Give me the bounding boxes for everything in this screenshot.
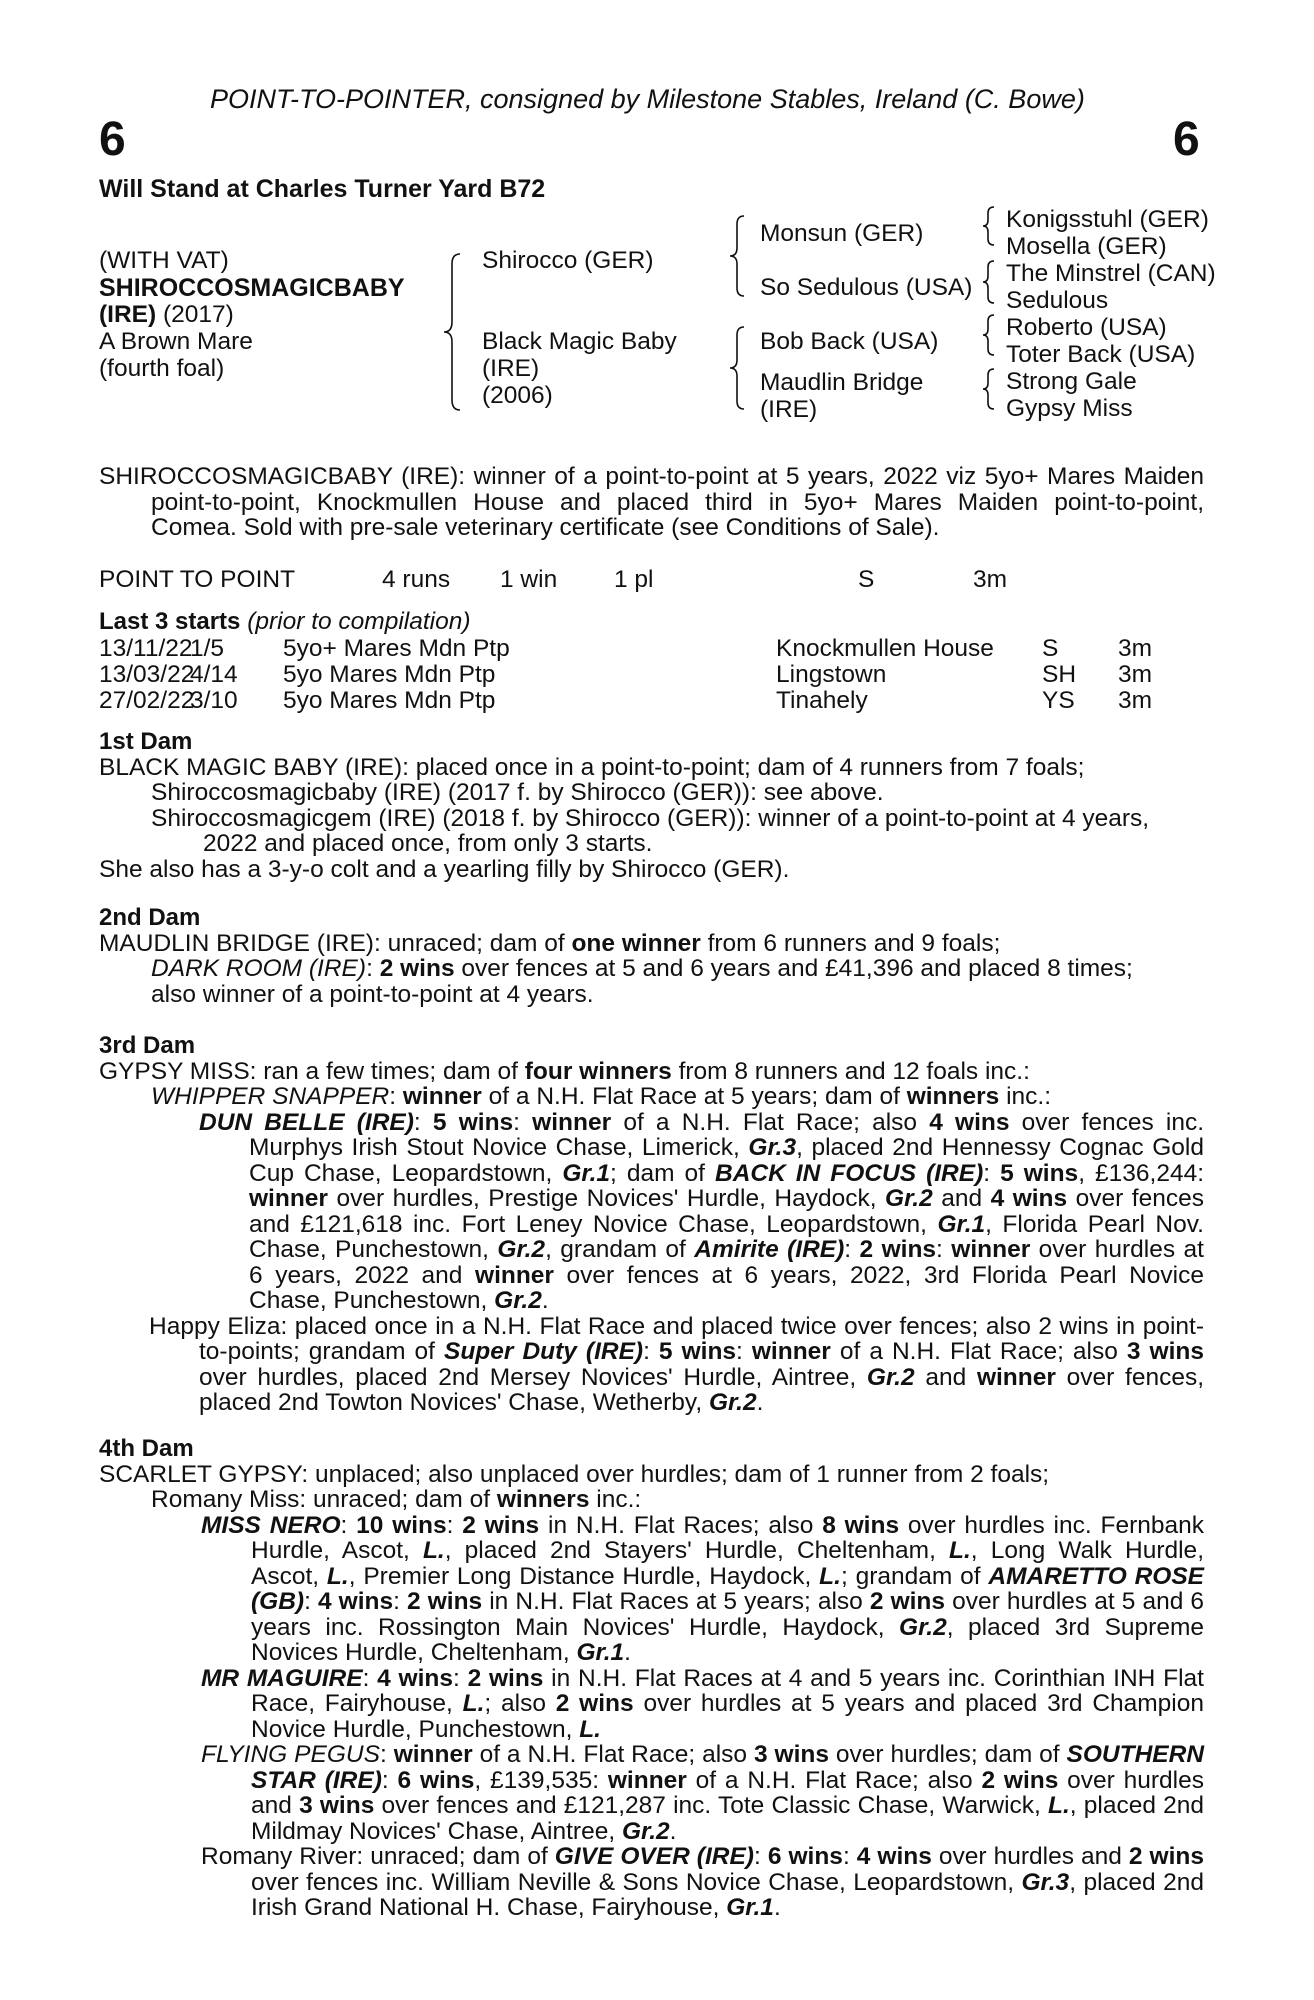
summary-paragraph [99, 464, 1204, 541]
text-run: BACK IN FOCUS (IRE) [715, 1159, 984, 1187]
text-run: over hurdles and [251, 1766, 1205, 1819]
text-run: 10 wins [356, 1511, 447, 1539]
text-run: , placed 2nd Hennessy Cognac Gold Cup Chase, Leopardstown, [249, 1134, 1204, 1187]
text-run: over hurdles, Prestige Novices' Hurdle, Haydock, [327, 1185, 886, 1212]
text-run: : [983, 1159, 1001, 1187]
text-run: ; grandam of [840, 1562, 989, 1590]
text-run: GIVE OVER (IRE) [554, 1843, 754, 1870]
text-run: L. [1048, 1792, 1070, 1819]
text-run: 2 wins [1128, 1843, 1204, 1870]
text-run: Gr.1 [576, 1639, 625, 1666]
text-run: Gr.2 [708, 1389, 757, 1416]
pedigree-brace-dam [728, 325, 748, 411]
text-run: , placed 2nd Mildmay Novices' Chase, Aintree, [251, 1792, 1205, 1845]
text: inc.: [589, 1486, 642, 1513]
text-run: L. [326, 1562, 349, 1590]
text-run: and [932, 1185, 991, 1212]
pedigree-sire-sire: Monsun (GER) [760, 220, 924, 247]
text-run: over fences and £121,618 inc. Fort Leney Novice Chase, Leopardstown, [249, 1185, 1204, 1238]
text-run: 3 wins [753, 1741, 829, 1768]
start-date: 13/03/22 [99, 661, 195, 688]
start-date: 13/11/22 [99, 635, 193, 662]
fourth-dam-title: 4th Dam [99, 1435, 194, 1462]
text-run: over hurdles; dam of [828, 1741, 1067, 1768]
pedigree-dam-line3: (2006) [482, 382, 553, 409]
first-dam-foal-2-cont: 2022 and placed once, from only 3 starts. [203, 830, 653, 857]
text: four winners [524, 1057, 672, 1085]
third-dam-line [99, 1059, 1204, 1085]
fourth-dam-line: SCARLET GYPSY: unplaced; also unplaced over hurdles; dam of 1 runner from 2 foals; [99, 1460, 1050, 1488]
horse-year: (2017) [156, 301, 234, 328]
text-run: , placed 2nd Irish Grand National H. Chase, Fairyhouse, [251, 1868, 1204, 1921]
text-run: of a N.H. Flat Race; also [472, 1741, 754, 1768]
text-run: : [381, 1766, 398, 1794]
text-run: Gr.2 [885, 1185, 933, 1212]
text-run: over fences inc. Murphys Irish Stout Novice Chase, Limerick, [249, 1108, 1205, 1161]
first-dam-title: 1st Dam [99, 728, 193, 755]
last-starts-note: (prior to compilation) [247, 608, 471, 635]
foal-number: (fourth foal) [99, 355, 225, 382]
last-starts-title: Last 3 starts [99, 608, 241, 635]
pedigree-dds: Strong Gale [1006, 368, 1137, 395]
text-run: 3 wins [1126, 1338, 1204, 1365]
first-dam-foal-2: Shiroccosmagicgem (IRE) (2018 f. by Shirocco (GER)): winner of a point-to-point at 4 years, [151, 804, 1150, 832]
first-dam-also: She also has a 3-y-o colt and a yearling filly by Shirocco (GER). [99, 855, 790, 883]
dun-belle-entry [99, 1110, 1204, 1314]
pedigree-ssd: Mosella (GER) [1006, 233, 1167, 260]
text-run: . [669, 1817, 677, 1845]
text: of a N.H. Flat Race at 5 years; dam of [481, 1083, 907, 1110]
text-run: 8 wins [822, 1511, 900, 1539]
pedigree-sdd: Sedulous [1006, 287, 1109, 314]
start-dist: 3m [1118, 661, 1153, 688]
text-run: Gr.3 [748, 1134, 797, 1161]
pedigree-dam-sire: Bob Back (USA) [760, 328, 939, 355]
second-dam-runner-cont: also winner of a point-to-point at 4 years. [151, 980, 594, 1008]
text-run: . [773, 1894, 781, 1921]
first-dam-section [99, 729, 1204, 882]
text-run: : [643, 1338, 659, 1365]
pedigree-ddd: Gypsy Miss [1006, 395, 1133, 422]
text-run: L. [579, 1715, 601, 1743]
text-run: : [936, 1236, 952, 1263]
record-wins: 1 win [500, 566, 558, 593]
text-run: and [914, 1363, 977, 1391]
pedigree-sds: The Minstrel (CAN) [1006, 260, 1216, 287]
text-run: . [756, 1389, 764, 1416]
vat-note: (WITH VAT) [99, 247, 229, 274]
pedigree-dam-dam-line1: Maudlin Bridge [760, 369, 924, 396]
start-course: Knockmullen House [776, 635, 994, 662]
text-run: Gr.3 [1021, 1868, 1070, 1896]
text-run: over fences inc. William Neville & Sons Novice Chase, Leopardstown, [251, 1868, 1022, 1896]
start-course: Lingstown [776, 661, 887, 688]
lot-number-left: 6 [99, 113, 126, 166]
horse-country: (IRE) [99, 301, 157, 328]
text-run: winner [249, 1185, 328, 1212]
mr-maguire-entry [201, 1666, 1204, 1743]
text-run: Gr.1 [937, 1210, 986, 1238]
text-run: over hurdles, placed 2nd Mersey Novices' Hurdle, Aintree, [199, 1363, 867, 1391]
pedigree-dss: Roberto (USA) [1006, 314, 1167, 341]
start-date: 27/02/22 [99, 687, 195, 714]
first-dam-line: BLACK MAGIC BABY (IRE): placed once in a point-to-point; dam of 4 runners from 7 foals; [99, 753, 1085, 781]
text-run: over fences and £121,287 inc. Tote Classic Chase, Warwick, [374, 1792, 1048, 1819]
lot-number-right: 6 [1173, 113, 1200, 166]
text-run: 5 wins [1000, 1159, 1079, 1187]
text-run: 2 wins [859, 1236, 937, 1263]
text-run: : [844, 1236, 860, 1263]
text: over fences at 5 and 6 years and £41,396 and placed 8 times; [454, 955, 1133, 982]
text-run: winner [951, 1236, 1031, 1263]
text-run: over hurdles and [931, 1843, 1129, 1870]
stand-location: Will Stand at Charles Turner Yard B72 [99, 175, 546, 203]
start-course: Tinahely [776, 687, 868, 714]
text-run: winner [393, 1741, 473, 1768]
pedigree-sss: Konigsstuhl (GER) [1006, 206, 1209, 233]
text-run: Gr.2 [866, 1363, 915, 1391]
text-run: 4 wins [990, 1185, 1068, 1212]
pedigree-sire: Shirocco (GER) [482, 247, 654, 274]
romany-miss-line [99, 1487, 1204, 1513]
whipper-snapper-line [99, 1084, 1204, 1110]
text-run: : [736, 1338, 752, 1365]
pedigree-brace-dd [981, 367, 997, 411]
text-run: . [624, 1639, 631, 1666]
text-run: 2 wins [555, 1690, 634, 1717]
text: 2 wins [379, 955, 455, 982]
text-run: , Premier Long Distance Hurdle, Haydock, [348, 1562, 820, 1590]
text-run: : [379, 1741, 394, 1768]
horse-name: SHIROCCOSMAGICBABY [99, 274, 405, 302]
text-run: 5 wins [658, 1338, 737, 1365]
text-run: Gr.2 [497, 1236, 546, 1263]
pedigree-dsd: Toter Back (USA) [1006, 341, 1196, 368]
text-run: Amirite (IRE) [694, 1236, 845, 1263]
second-dam-title: 2nd Dam [99, 904, 201, 931]
text-run: ; dam of [610, 1159, 715, 1187]
fourth-dam-section [99, 1436, 1204, 1921]
text-run: : [393, 1588, 408, 1615]
pedigree-brace-ss [981, 205, 997, 247]
text: winner [402, 1083, 482, 1110]
second-dam-section [99, 905, 1204, 1007]
pedigree-brace-ds [981, 313, 997, 357]
text: DARK ROOM (IRE) [151, 955, 367, 982]
start-pos: 4/14 [190, 661, 238, 688]
text-run: 2 wins [462, 1511, 540, 1539]
text-run: winner [607, 1766, 687, 1794]
text-run: Gr.2 [621, 1817, 670, 1845]
text-run: . [541, 1287, 549, 1314]
text-run: over hurdles at 5 and 6 years inc. Rossington Main Novices' Hurdle, Haydock, [251, 1588, 1205, 1641]
first-dam-foal-1: Shiroccosmagicbaby (IRE) (2017 f. by Shirocco (GER)): see above. [151, 779, 884, 806]
pedigree-sire-dam: So Sedulous (USA) [760, 274, 973, 301]
text: : [389, 1083, 403, 1110]
text-run: 6 wins [397, 1766, 475, 1794]
pedigree-brace-sd [981, 259, 997, 305]
text-run: , Florida Pearl Nov. Chase, Punchestown, [249, 1210, 1204, 1263]
text-run: , £136,244: [1078, 1159, 1205, 1187]
text-run: MISS NERO [201, 1511, 341, 1539]
text-run: winner [976, 1363, 1056, 1391]
text-run: 4 wins [856, 1843, 932, 1870]
text-run: Romany River: unraced; dam of [201, 1843, 555, 1870]
text-run: 2 wins [407, 1588, 483, 1615]
pedigree-brace-sire [728, 214, 748, 298]
text: inc.: [999, 1083, 1052, 1110]
text-run: over fences, placed 2nd Towton Novices' Chase, Wetherby, [199, 1363, 1205, 1416]
text-run: : [304, 1588, 318, 1615]
text: winners [906, 1083, 1000, 1110]
text-run: over hurdles at 5 years and placed 3rd Champion Novice Hurdle, Punchestown, [251, 1690, 1204, 1743]
text-run: AMARETTO ROSE (GB) [251, 1562, 1205, 1615]
pedigree-dam-dam-line2: (IRE) [760, 396, 818, 423]
horse-description: A Brown Mare [99, 328, 253, 355]
text: MAUDLIN BRIDGE (IRE): unraced; dam of [99, 929, 572, 957]
start-going: S [1042, 635, 1059, 662]
record-distance: 3m [973, 566, 1008, 593]
text-run: 4 wins [929, 1108, 1010, 1136]
text-run: in N.H. Flat Races at 5 years; also [482, 1588, 870, 1615]
text-run: MR MAGUIRE [201, 1664, 363, 1692]
text-run: , Long Walk Hurdle, Ascot, [251, 1537, 1204, 1590]
text-run: , placed 2nd Stayers' Hurdle, Cheltenham, [444, 1537, 950, 1564]
start-going: SH [1042, 661, 1077, 688]
pedigree-dam-line1: Black Magic Baby [482, 328, 677, 355]
text-run: 4 wins [317, 1588, 394, 1615]
text-run: DUN BELLE (IRE) [199, 1108, 414, 1136]
start-going: YS [1042, 687, 1075, 714]
text-run: Gr.1 [562, 1159, 611, 1187]
start-race: 5yo+ Mares Mdn Ptp [283, 635, 510, 662]
third-dam-section [99, 1033, 1204, 1416]
text-run: over hurdles inc. Fernbank Hurdle, Ascot, [251, 1511, 1204, 1564]
start-dist: 3m [1118, 687, 1153, 714]
text-run: over hurdles at 6 years, 2022 and [249, 1236, 1204, 1289]
text-run: FLYING PEGUS [201, 1741, 380, 1768]
summary-text: SHIROCCOSMAGICBABY (IRE): winner of a point-to-point at 5 years, 2022 viz 5yo+ Mares Maiden point-to-point, Knockmullen House and placed third in 5yo+ Mares Maiden point-to-point, Comea. Sold with pre-sale veterinary certificate (see Conditions of Sale). [99, 463, 1204, 541]
text-run: 2 wins [467, 1664, 544, 1692]
text-run: : [413, 1108, 433, 1136]
text-run: of a N.H. Flat Race; also [611, 1108, 930, 1136]
text-run: Happy Eliza: placed once in a N.H. Flat Race and placed twice over fences; also 2 wins in point-to-points; grandam of [149, 1312, 1204, 1365]
text-run: ; also [484, 1690, 556, 1717]
pedigree-dam-line2: (IRE) [482, 355, 540, 382]
text-run: in N.H. Flat Races at 4 and 5 years inc. Corinthian INH Flat Race, Fairyhouse, [251, 1664, 1204, 1717]
start-race: 5yo Mares Mdn Ptp [283, 661, 496, 688]
text-run: L. [422, 1537, 445, 1564]
consignment-header: POINT-TO-POINTER, consigned by Milestone Stables, Ireland (C. Bowe) [210, 84, 1085, 114]
text: : [366, 955, 380, 982]
text-run: Gr.2 [899, 1613, 947, 1641]
third-dam-title: 3rd Dam [99, 1032, 196, 1059]
record-runs: 4 runs [382, 566, 451, 593]
second-dam-line [99, 931, 1204, 957]
text-run: winner [532, 1108, 612, 1136]
text-run: 6 wins [767, 1843, 843, 1870]
text-run: 2 wins [981, 1766, 1059, 1794]
text-run: 2 wins [869, 1588, 946, 1615]
text: GYPSY MISS: ran a few times; dam of [99, 1057, 525, 1085]
start-race: 5yo Mares Mdn Ptp [283, 687, 496, 714]
text: from 6 runners and 9 foals; [700, 929, 1001, 957]
record-placed: 1 pl [614, 566, 654, 593]
text: WHIPPER SNAPPER [151, 1083, 390, 1110]
flying-pegus-entry [201, 1742, 1204, 1844]
text-run: L. [819, 1562, 841, 1590]
text-run: 5 wins [432, 1108, 514, 1136]
text-run: over fences at 6 years, 2022, 3rd Florida Pearl Novice Chase, Punchestown, [249, 1261, 1204, 1314]
text-run: 3 wins [299, 1792, 375, 1819]
text-run: 4 wins [377, 1664, 453, 1692]
text-run: , placed 3rd Supreme Novices Hurdle, Cheltenham, [251, 1613, 1204, 1666]
happy-eliza-entry [149, 1314, 1204, 1416]
start-pos: 1/5 [190, 635, 225, 662]
text: one winner [571, 929, 701, 957]
text-run: Super Duty (IRE) [443, 1338, 644, 1365]
text-run: SOUTHERN STAR (IRE) [251, 1741, 1205, 1794]
text-run: : [362, 1664, 378, 1692]
text-run: : [513, 1108, 533, 1136]
text: winners [496, 1486, 590, 1513]
text-run: winner [751, 1338, 831, 1365]
start-pos: 3/10 [190, 687, 238, 714]
record-label: POINT TO POINT [99, 566, 296, 593]
text-run: : [340, 1511, 357, 1539]
text-run: of a N.H. Flat Race; also [686, 1766, 982, 1794]
text: Romany Miss: unraced; dam of [151, 1486, 497, 1513]
romany-river-entry [201, 1844, 1204, 1921]
text-run: Gr.2 [494, 1287, 542, 1314]
text-run: , £139,535: [474, 1766, 608, 1794]
text-run: of a N.H. Flat Race; also [830, 1338, 1127, 1365]
text-run: winner [475, 1261, 554, 1289]
text-run: : [446, 1511, 463, 1539]
second-dam-runner [99, 956, 1204, 982]
record-going: S [858, 566, 875, 593]
text-run: Gr.1 [726, 1894, 774, 1921]
horse-name-suffix [99, 302, 234, 329]
last-starts-heading [99, 609, 471, 636]
text-run: : [842, 1843, 857, 1870]
text: from 8 runners and 12 foals inc.: [671, 1057, 1030, 1085]
text-run: L. [462, 1690, 485, 1717]
pedigree-brace-main [442, 252, 466, 412]
text-run: : [452, 1664, 468, 1692]
text-run: , grandam of [545, 1236, 695, 1263]
text-run: : [753, 1843, 768, 1870]
start-dist: 3m [1118, 635, 1153, 662]
text-run: in N.H. Flat Races; also [539, 1511, 823, 1539]
text-run: L. [949, 1537, 971, 1564]
miss-nero-entry [201, 1513, 1204, 1666]
